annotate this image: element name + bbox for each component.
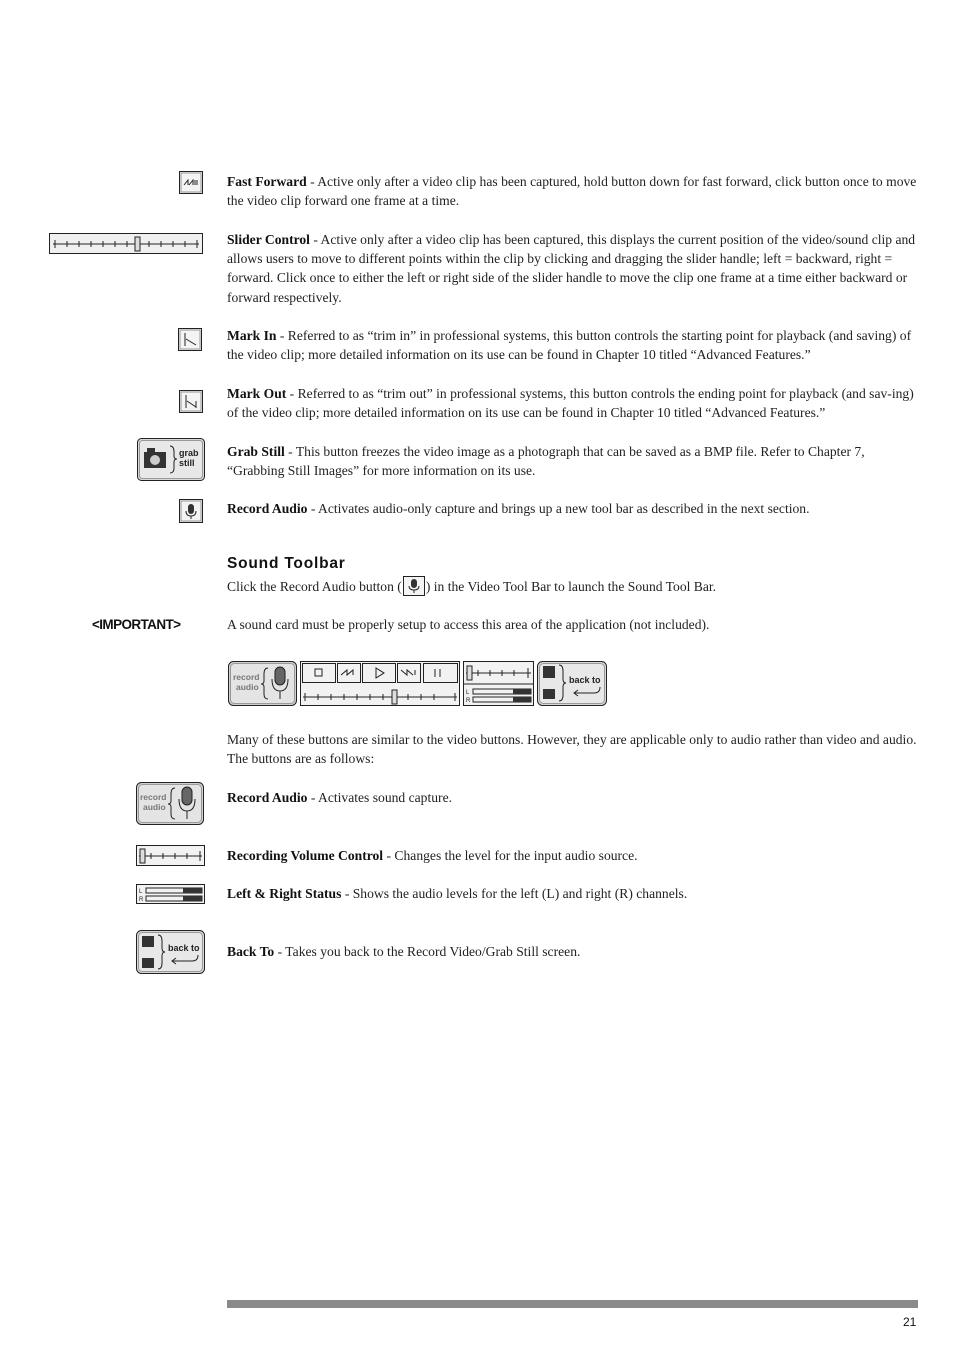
entry-text: - Takes you back to the Record Video/Grab Still screen. (274, 944, 581, 959)
record-audio-icon (136, 782, 204, 825)
entry-text: - Active only after a video clip has been captured, hold button down for fast forward, click button once to move the video clip forward one frame at a time. (227, 174, 917, 209)
entry-title: Record Audio (227, 501, 308, 516)
grab-still-icon (137, 438, 205, 481)
record-label: record (233, 672, 260, 682)
important-label: <IMPORTANT> (92, 617, 181, 632)
recording-volume-description (227, 846, 917, 865)
section-heading: Sound Toolbar (227, 555, 346, 572)
entry-text: - Activates audio-only capture and brings up a new tool bar as described in the next section. (307, 501, 810, 516)
mark-in-icon (178, 328, 202, 351)
left-right-status-description (227, 884, 917, 903)
back-to-label: back to (569, 675, 601, 685)
entry-title: Mark Out (227, 386, 287, 401)
important-text: A sound card must be properly setup to access this area of the application (not included). (227, 617, 710, 632)
still-label: still (179, 458, 195, 468)
record-label: record (140, 792, 167, 802)
intro-before: Click the Record Audio button ( (227, 579, 402, 594)
left-channel-label: L (466, 690, 470, 696)
grab-still-description (227, 442, 917, 480)
entry-title: Grab Still (227, 444, 285, 459)
entry-text: - Activates sound capture. (307, 790, 453, 805)
entry-title: Back To (227, 944, 275, 959)
intro-after: ) in the Video Tool Bar to launch the Sound Tool Bar. (425, 579, 717, 594)
fast-forward-description (227, 172, 917, 210)
entry-title: Left & Right Status (227, 886, 342, 901)
entry-title: Recording Volume Control (227, 848, 384, 863)
mark-out-icon (179, 390, 203, 413)
left-right-status-icon (136, 884, 205, 904)
sound-toolbar-intro (227, 576, 917, 596)
footer-rule (227, 1300, 918, 1308)
entry-text: - Active only after a video clip has been captured, this displays the current position of the video/sound clip and allows users to move to different points within the clip by clicking and dragging the slider handle; left = backward, right = forward. Click once to either the left or right side of the slider handle to move the clip one frame at a time either backward or forward respectively. (227, 232, 916, 305)
page-number: 21 (903, 1315, 917, 1329)
entry-text: - Referred to as “trim in” in professional systems, this button controls the starting point for playback (and saving) of the video clip; more detailed information on its use can be found in Chapter 10 titled “Advanced Features.” (227, 328, 912, 363)
recording-volume-icon (136, 845, 205, 867)
microphone-icon (179, 499, 203, 523)
entry-text: - This button freezes the video image as a photograph that can be saved as a BMP file. Refer to Chapter 7, “Grabbing Still Images” for more information on its use. (227, 444, 865, 479)
left-channel-label: L (139, 889, 143, 895)
mark-in-description (227, 326, 917, 364)
entry-text: - Shows the audio levels for the left (L) and right (R) channels. (341, 886, 688, 901)
entry-title: Record Audio (227, 790, 308, 805)
audio-label: audio (143, 802, 166, 812)
sound-toolbar-paragraph: Many of these buttons are similar to the video buttons. However, they are applicable only to audio rather than video and audio. The buttons are as follows: (227, 732, 917, 767)
back-to-label: back to (168, 943, 200, 953)
entry-text: - Changes the level for the input audio source. (383, 848, 638, 863)
entry-text: - Referred to as “trim out” in professional systems, this button controls the ending point for playback (and sav-ing) of the video clip; more detailed information on its use can be found in Chapter 10 titled “Advanced Features.” (227, 386, 914, 421)
entry-title: Slider Control (227, 232, 310, 247)
entry-title: Fast Forward (227, 174, 307, 189)
mark-out-description (227, 384, 917, 422)
microphone-icon (403, 576, 425, 596)
right-channel-label: R (466, 698, 471, 704)
slider-control-description (227, 230, 917, 307)
back-to-icon (136, 930, 205, 974)
record-audio-description (227, 499, 917, 518)
entry-title: Mark In (227, 328, 277, 343)
sound-record-audio-description (227, 788, 917, 807)
fast-forward-icon (179, 171, 203, 194)
right-channel-label: R (139, 897, 144, 903)
back-to-description (227, 942, 917, 961)
audio-label: audio (236, 682, 259, 692)
grab-label: grab (179, 448, 199, 458)
sound-toolbar-image (228, 661, 608, 707)
slider-control-icon (49, 233, 203, 255)
